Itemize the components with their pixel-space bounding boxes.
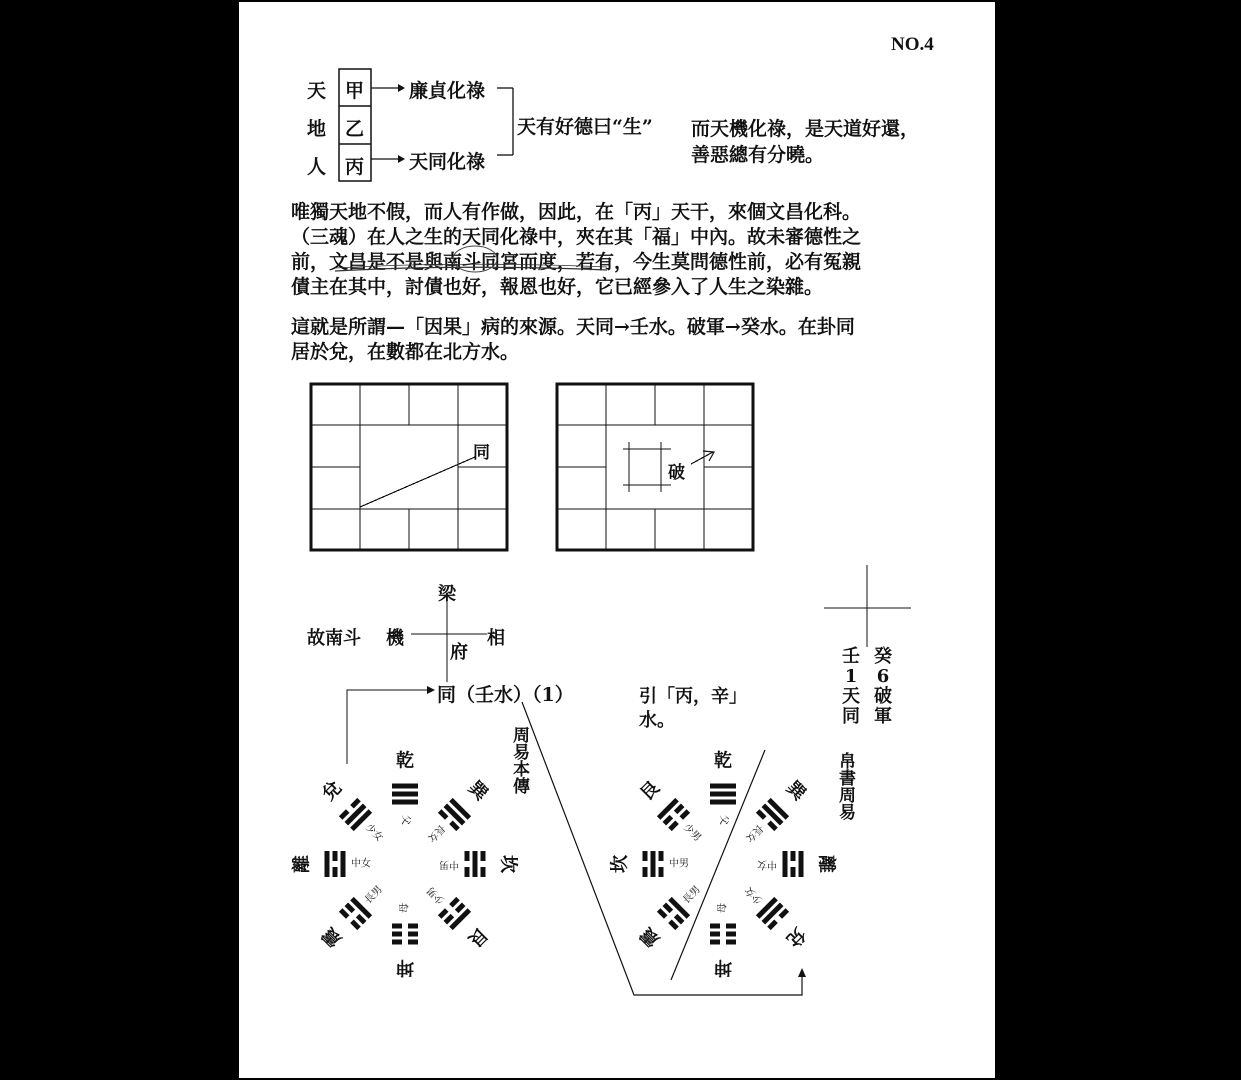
trigram-name: 坎 xyxy=(609,855,631,873)
trigram-role: 少女 xyxy=(743,884,766,907)
trigram-name: 乾 xyxy=(396,750,414,772)
right-label-tong: 同 xyxy=(842,706,860,727)
yin-line xyxy=(668,821,679,832)
trigram-name: 震 xyxy=(318,923,346,951)
row-label-earth: 地 xyxy=(307,118,327,140)
yin-line xyxy=(767,821,778,832)
trigram-name: 離 xyxy=(815,855,837,873)
yin-line xyxy=(756,809,767,820)
yang-line xyxy=(783,851,788,877)
yin-line xyxy=(726,940,736,945)
cross-left: 機 xyxy=(386,628,404,649)
grid2-label: 破 xyxy=(668,463,685,483)
yin-line xyxy=(668,920,679,931)
result-lianzhen: 廉貞化祿 xyxy=(409,80,486,102)
yang-line xyxy=(710,792,736,797)
trigram-name: 巽 xyxy=(782,777,810,805)
row-label-human: 人 xyxy=(307,156,327,178)
trigram-role: 中女 xyxy=(351,858,371,870)
yin-line xyxy=(643,851,648,861)
trigram-role: 母 xyxy=(717,903,729,913)
trigram-name: 震 xyxy=(636,923,664,951)
yang-line xyxy=(799,851,804,877)
trigram-name: 乾 xyxy=(714,750,732,772)
trigram-role: 父 xyxy=(399,815,411,825)
cross-bottom: 府 xyxy=(450,642,468,663)
yin-line xyxy=(680,809,691,820)
cross-right: 相 xyxy=(487,628,505,649)
right-label-po: 破 xyxy=(874,686,892,707)
trigram-name: 兌 xyxy=(318,777,346,805)
left-bagua-title: 周易本傳 xyxy=(509,726,529,794)
trigram-role: 長男 xyxy=(362,884,385,907)
trigram-symbol-2 xyxy=(783,851,804,877)
trigram-role: 中男 xyxy=(439,858,459,870)
right-label-tian: 天 xyxy=(842,686,860,707)
yin-line xyxy=(710,932,720,937)
yin-line xyxy=(657,908,668,919)
yang-line xyxy=(762,903,784,925)
yang-line xyxy=(657,798,679,820)
yang-line xyxy=(710,784,736,789)
cross-result: 同（壬水）（1） xyxy=(437,684,574,706)
trigram-role: 中女 xyxy=(757,858,777,870)
right-label-ren: 壬 xyxy=(842,646,860,667)
yin-line xyxy=(726,924,736,929)
trigram-role: 長女 xyxy=(425,821,448,844)
result-tiantong: 天同化祿 xyxy=(409,151,486,173)
trigram-symbol-6 xyxy=(643,851,664,877)
right-label-gui: 癸 xyxy=(874,646,892,667)
yang-line xyxy=(762,804,784,826)
bagua-right-svg xyxy=(239,2,995,1078)
paragraph-1-line: 唯獨天地不假，而人有作做，因此，在「丙」天干，來個文昌化科。 xyxy=(291,201,862,223)
stem-jia: 甲 xyxy=(345,80,365,102)
yin-line xyxy=(710,924,720,929)
trigram-role: 中男 xyxy=(669,858,689,870)
yin-line xyxy=(663,815,674,826)
yin-line xyxy=(663,903,674,914)
trigram-role: 少女 xyxy=(362,821,385,844)
stem-bing: 丙 xyxy=(345,156,365,178)
yin-line xyxy=(674,804,685,815)
yin-line xyxy=(674,914,685,925)
cross-top: 梁 xyxy=(438,584,456,605)
trigram-role: 父 xyxy=(717,815,729,825)
trigram-name: 坤 xyxy=(396,956,414,978)
trigram-role: 少男 xyxy=(425,884,448,907)
page-number: NO.4 xyxy=(891,34,934,55)
trigram-symbol-0 xyxy=(710,784,736,805)
yin-note-line-1: 引「丙，辛」 xyxy=(639,686,747,707)
yang-line xyxy=(767,798,789,820)
trigram-name: 坎 xyxy=(497,855,519,873)
trigram-name: 巽 xyxy=(464,777,492,805)
trigram-role: 長女 xyxy=(743,821,766,844)
trigram-name: 離 xyxy=(291,855,313,873)
yin-note-line-2: 水。 xyxy=(639,710,675,731)
yin-line xyxy=(779,908,790,919)
yin-line xyxy=(726,932,736,937)
trigram-role: 少男 xyxy=(680,821,703,844)
right-bagua-title: 帛書周易 xyxy=(835,752,855,820)
yin-line xyxy=(643,867,648,877)
trigram-symbol-4 xyxy=(710,924,736,945)
trigram-name: 兌 xyxy=(782,923,810,951)
right-label-jun: 軍 xyxy=(874,706,892,727)
note-line-1: 而天機化祿，是天道好還， xyxy=(691,118,920,140)
paragraph-2-line: 居於兌，在數都在北方水。 xyxy=(291,341,520,363)
trigram-name: 坤 xyxy=(714,956,732,978)
trigram-name: 艮 xyxy=(636,777,664,805)
paragraph-1-line: 前，文昌是不是與南斗同宮而度，若有，今生莫問德性前，必有冤親 xyxy=(291,251,862,273)
bracket-text: 天有好德曰“生” xyxy=(517,116,653,138)
yang-line xyxy=(651,851,656,877)
paragraph-1-line: 債主在其中，討債也好，報恩也好，它已經參入了人生之染雜。 xyxy=(291,276,824,298)
trigram-name: 艮 xyxy=(464,923,492,951)
trigram-role: 長男 xyxy=(680,884,703,907)
paragraph-2-line: 這就是所謂—「因果」病的來源。天同→壬水。破軍→癸水。在卦同 xyxy=(291,316,855,338)
yin-line xyxy=(791,851,796,861)
paragraph-1-line: （三魂）在人之生的天同化祿中，夾在其「福」中內。故未審德性之 xyxy=(291,226,862,248)
right-label-6: 6 xyxy=(876,666,890,687)
row-label-heaven: 天 xyxy=(307,80,327,102)
yin-line xyxy=(659,851,664,861)
yin-line xyxy=(710,940,720,945)
yin-line xyxy=(659,867,664,877)
cross-prefix: 故南斗 xyxy=(307,628,361,649)
note-line-2: 善惡總有分曉。 xyxy=(691,144,825,166)
yang-line xyxy=(710,800,736,805)
yin-line xyxy=(767,920,778,931)
stem-yi: 乙 xyxy=(345,118,365,140)
trigram-role: 母 xyxy=(399,903,411,913)
right-label-1: 1 xyxy=(844,666,858,687)
document-page xyxy=(239,2,995,1078)
yin-line xyxy=(791,867,796,877)
grid1-label: 同 xyxy=(473,443,490,463)
